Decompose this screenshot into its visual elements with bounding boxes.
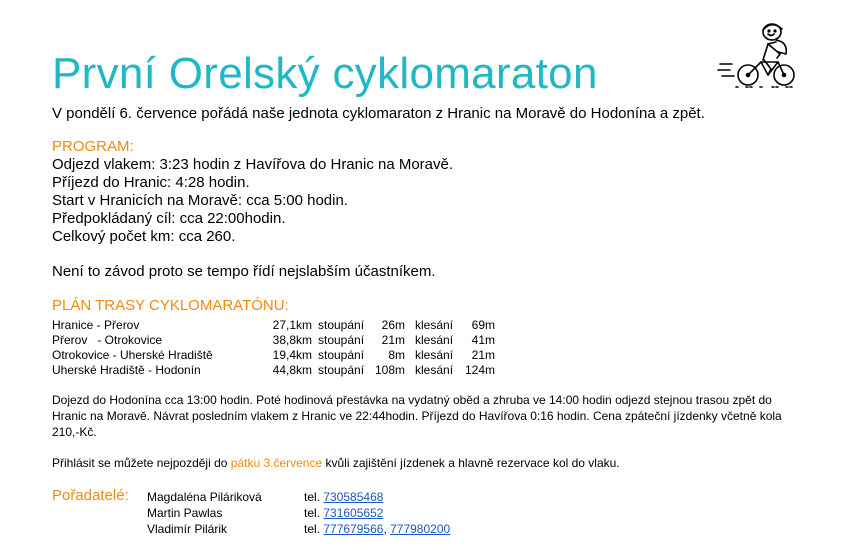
program-heading: PROGRAM:: [52, 138, 134, 155]
phone-link[interactable]: 777679566: [323, 522, 384, 536]
program-line: Celkový počet km: cca 260.: [52, 228, 236, 245]
organizer-name: Magdaléna Piláriková: [147, 490, 262, 504]
descent-value: 69m: [471, 318, 495, 332]
list-item: Vladimír Pilárik tel. 777679566, 777980200: [147, 522, 451, 536]
table-row: [52, 348, 495, 363]
climb-value: 8m: [388, 348, 405, 362]
descent-label: klesání: [415, 363, 454, 377]
climb-label: stoupání: [318, 333, 365, 347]
program-line: Odjezd vlakem: 3:23 hodin z Havířova do Hranic na Moravě.: [52, 156, 454, 173]
route-segment: Hranice - Přerov: [52, 318, 140, 332]
descent-label: klesání: [415, 333, 454, 347]
program-section: [52, 138, 453, 246]
route-distance: 38,8km: [272, 333, 312, 347]
descent-value: 41m: [471, 333, 495, 347]
route-segment: Uherské Hradiště - Hodonín: [52, 363, 201, 377]
route-segment: Otrokovice - Uherské Hradiště: [52, 348, 213, 362]
climb-label: stoupání: [318, 348, 365, 362]
organizers-label: Pořadatelé:: [52, 487, 129, 504]
details-paragraph: Dojezd do Hodonína cca 13:00 hodin. Poté hodinová přestávka na vydatný oběd a zhruba ve 14:00 hodin odjezd stejnou trasou zpět do Hranic na Moravě. Návrat posledním vlakem z Hranic ve 22:44hodin. Příjezd do Havířova 0:16 hodin. Cena zpáteční jízdenky včetně kola 210,-Kč.: [52, 393, 782, 439]
organizer-name: Martin Pawlas: [147, 506, 223, 520]
tel-label: tel.: [304, 522, 321, 536]
table-row: [52, 333, 495, 348]
tel-label: tel.: [304, 490, 321, 504]
table-row: [52, 363, 495, 378]
descent-label: klesání: [415, 318, 454, 332]
signup-text: [52, 456, 620, 470]
climb-label: stoupání: [318, 363, 365, 377]
climb-value: 26m: [381, 318, 405, 332]
tel-label: tel.: [304, 506, 321, 520]
signup-deadline: pátku 3.července: [230, 456, 323, 470]
descent-value: 124m: [464, 363, 495, 377]
pace-note: Není to závod proto se tempo řídí nejslabším účastníkem.: [52, 263, 436, 280]
program-line: Příjezd do Hranic: 4:28 hodin.: [52, 174, 250, 191]
descent-label: klesání: [415, 348, 454, 362]
phone-link[interactable]: 777980200: [390, 522, 451, 536]
phone-link[interactable]: 730585468: [323, 490, 384, 504]
climb-value: 21m: [381, 333, 405, 347]
climb-label: stoupání: [318, 318, 365, 332]
intro-text: V pondělí 6. července pořádá naše jednota cyklomaraton z Hranic na Moravě do Hodonína a zpět.: [52, 105, 705, 122]
organizer-name: Vladimír Pilárik: [147, 522, 228, 536]
route-segment: Přerov - Otrokovice: [52, 333, 163, 347]
list-item: [147, 489, 450, 505]
route-distance: 44,8km: [272, 363, 312, 377]
phone-link[interactable]: 731605652: [323, 506, 384, 520]
route-distance: 27,1km: [272, 318, 312, 332]
route-table: [52, 318, 495, 378]
list-item: [147, 505, 450, 521]
signup-before: Přihlásit se můžete nejpozději do: [52, 456, 231, 470]
cyclist-icon: [716, 14, 800, 90]
route-distance: 19,4km: [272, 348, 312, 362]
organizers-list: [147, 489, 450, 537]
signup-after: kvůli zajištění jízdenek a hlavně rezervace kol do vlaku.: [322, 456, 620, 470]
program-line: Start v Hranicích na Moravě: cca 5:00 hodin.: [52, 192, 348, 209]
table-row: [52, 318, 495, 333]
climb-value: 108m: [374, 363, 405, 377]
page-title: První Orelský cyklomaraton: [52, 49, 598, 98]
program-line: Předpokládaný cíl: cca 22:00hodin.: [52, 210, 286, 227]
descent-value: 21m: [471, 348, 495, 362]
route-heading: PLÁN TRASY CYKLOMARATÓNU:: [52, 297, 289, 314]
